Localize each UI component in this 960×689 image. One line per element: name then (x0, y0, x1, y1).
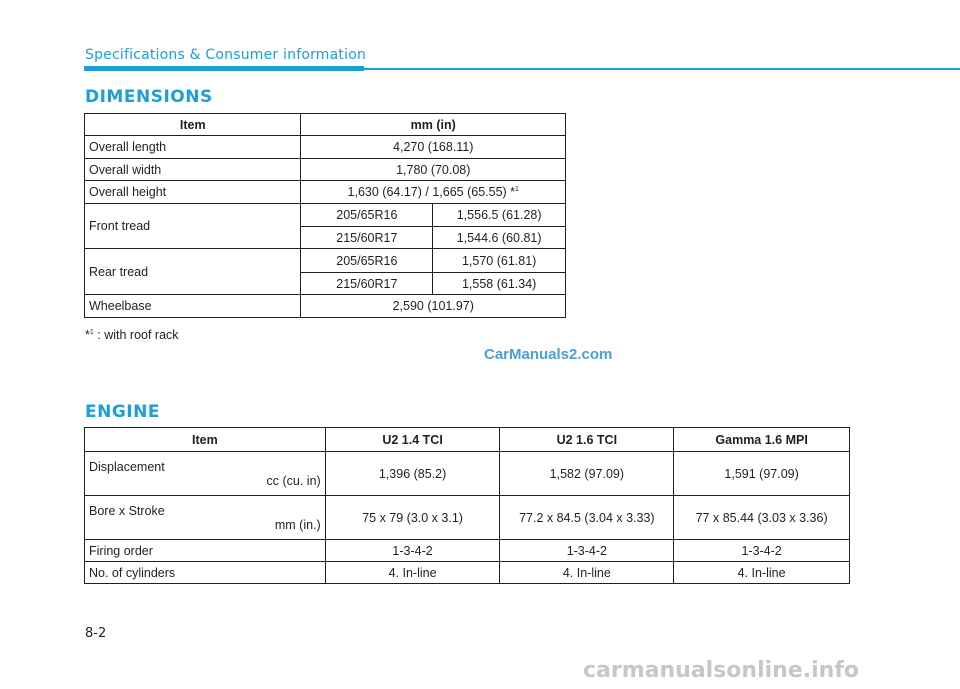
engine-table (84, 427, 850, 584)
bore-stroke-u2-16: 77.2 x 84.5 (3.04 x 3.33) (500, 496, 674, 540)
site-watermark[interactable]: CarManuals2.com (484, 346, 613, 363)
rear-tread-value-2: 1,558 (61.34) (433, 273, 566, 295)
table-row (85, 136, 566, 159)
front-tread-tire-2: 215/60R17 (301, 227, 433, 249)
section-header-title: Specifications & Consumer information (85, 47, 367, 63)
table-row (85, 249, 566, 273)
header-rule-thick (84, 66, 364, 71)
bore-stroke-u2-14: 75 x 79 (3.0 x 3.1) (325, 496, 500, 540)
table-row (85, 181, 566, 204)
displacement-u2-16: 1,582 (97.09) (500, 452, 674, 496)
page-number: 8-2 (85, 626, 107, 641)
table-row (85, 562, 850, 584)
engine-header-item: Item (85, 428, 326, 452)
firing-order-label: Firing order (85, 540, 326, 562)
displacement-cell (85, 452, 326, 496)
front-tread-value-2: 1,544.6 (60.81) (433, 227, 566, 249)
engine-header-u2-16: U2 1.6 TCI (500, 428, 674, 452)
footer-watermark: carmanualsonline.info (583, 658, 859, 683)
footnote-asterisk: * (85, 328, 90, 342)
table-row (85, 114, 566, 136)
wheelbase-label: Wheelbase (85, 295, 301, 318)
rear-tread-label: Rear tread (85, 249, 301, 295)
overall-height-footnote-mark: 1 (515, 185, 519, 193)
footnote-sup: 1 (89, 328, 94, 336)
wheelbase-value: 2,590 (101.97) (301, 295, 566, 318)
engine-header-gamma-16: Gamma 1.6 MPI (674, 428, 850, 452)
table-row (85, 159, 566, 181)
rear-tread-tire-1: 205/65R16 (301, 249, 433, 273)
rear-tread-tire-2: 215/60R17 (301, 273, 433, 295)
rear-tread-value-1: 1,570 (61.81) (433, 249, 566, 273)
table-row (85, 452, 850, 496)
overall-height-cell (301, 181, 566, 204)
overall-length-value: 4,270 (168.11) (301, 136, 566, 159)
dimensions-title: DIMENSIONS (85, 87, 213, 107)
overall-length-label: Overall length (85, 136, 301, 159)
engine-header-u2-14: U2 1.4 TCI (325, 428, 500, 452)
cylinders-gamma-16: 4. In-line (674, 562, 850, 584)
dimensions-header-item: Item (85, 114, 301, 136)
table-row (85, 428, 850, 452)
cylinders-u2-16: 4. In-line (500, 562, 674, 584)
engine-title: ENGINE (85, 402, 160, 422)
bore-stroke-gamma-16: 77 x 85.44 (3.03 x 3.36) (674, 496, 850, 540)
cylinders-label: No. of cylinders (85, 562, 326, 584)
table-row (85, 295, 566, 318)
table-row (85, 496, 850, 540)
header-rule-thin (364, 68, 960, 70)
bore-stroke-unit: mm (in.) (274, 517, 321, 532)
displacement-unit: cc (cu. in) (266, 473, 321, 488)
front-tread-value-1: 1,556.5 (61.28) (433, 204, 566, 227)
roof-rack-footnote (85, 328, 179, 342)
displacement-label: Displacement (89, 459, 165, 474)
table-row (85, 540, 850, 562)
overall-height-value: 1,630 (64.17) / 1,665 (65.55) * (347, 185, 516, 199)
firing-order-u2-16: 1-3-4-2 (500, 540, 674, 562)
firing-order-u2-14: 1-3-4-2 (325, 540, 500, 562)
displacement-u2-14: 1,396 (85.2) (325, 452, 500, 496)
footnote-text: : with roof rack (93, 328, 179, 342)
cylinders-u2-14: 4. In-line (325, 562, 500, 584)
bore-stroke-cell (85, 496, 326, 540)
firing-order-gamma-16: 1-3-4-2 (674, 540, 850, 562)
overall-height-label: Overall height (85, 181, 301, 204)
overall-width-label: Overall width (85, 159, 301, 181)
displacement-gamma-16: 1,591 (97.09) (674, 452, 850, 496)
front-tread-tire-1: 205/65R16 (301, 204, 433, 227)
bore-stroke-label: Bore x Stroke (89, 503, 165, 518)
front-tread-label: Front tread (85, 204, 301, 249)
dimensions-table (84, 113, 566, 318)
overall-width-value: 1,780 (70.08) (301, 159, 566, 181)
dimensions-header-unit: mm (in) (301, 114, 566, 136)
table-row (85, 204, 566, 227)
